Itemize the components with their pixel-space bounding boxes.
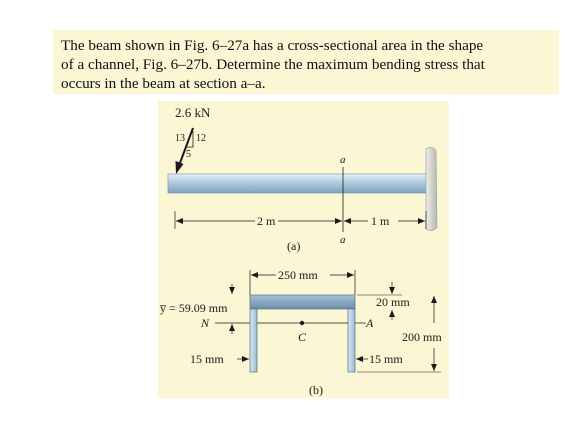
- web-left-label: 15 mm: [190, 352, 224, 366]
- problem-line-2: of a channel, Fig. 6–27b. Determine the maximum bending stress that: [61, 56, 485, 73]
- section-label-top: a: [340, 154, 346, 166]
- beam: [168, 174, 430, 193]
- figure-drawing: [158, 101, 449, 398]
- neutral-axis-n: N: [201, 316, 210, 330]
- problem-statement: [53, 30, 559, 94]
- dim-label-2m: 2 m: [257, 214, 276, 228]
- slope-label-12: 12: [196, 133, 206, 144]
- section-label-bottom: a: [340, 234, 346, 246]
- slope-label-13: 13: [175, 133, 185, 144]
- height-label: 200 mm: [402, 330, 442, 344]
- caption-a: (a): [287, 239, 301, 253]
- width-label: 250 mm: [278, 268, 318, 282]
- neutral-axis-a: A: [366, 316, 374, 330]
- slope-label-5: 5: [186, 149, 191, 160]
- problem-line-3: occurs in the beam at section a–a.: [61, 75, 266, 92]
- dim-label-1m: 1 m: [371, 214, 390, 228]
- web-right-label: 15 mm: [369, 352, 403, 366]
- flange-thickness-label: 20 mm: [376, 295, 410, 309]
- ybar-label: y̅ = 59.09 mm: [160, 301, 228, 315]
- figure-panel: [158, 101, 449, 398]
- problem-line-1: The beam shown in Fig. 6–27a has a cross-sectional area in the shape: [61, 37, 484, 54]
- centroid-label: C: [298, 330, 307, 344]
- caption-b: (b): [309, 383, 323, 397]
- fixed-wall: [426, 147, 437, 230]
- load-label: 2.6 kN: [175, 105, 211, 120]
- neutral-axis: [215, 321, 366, 325]
